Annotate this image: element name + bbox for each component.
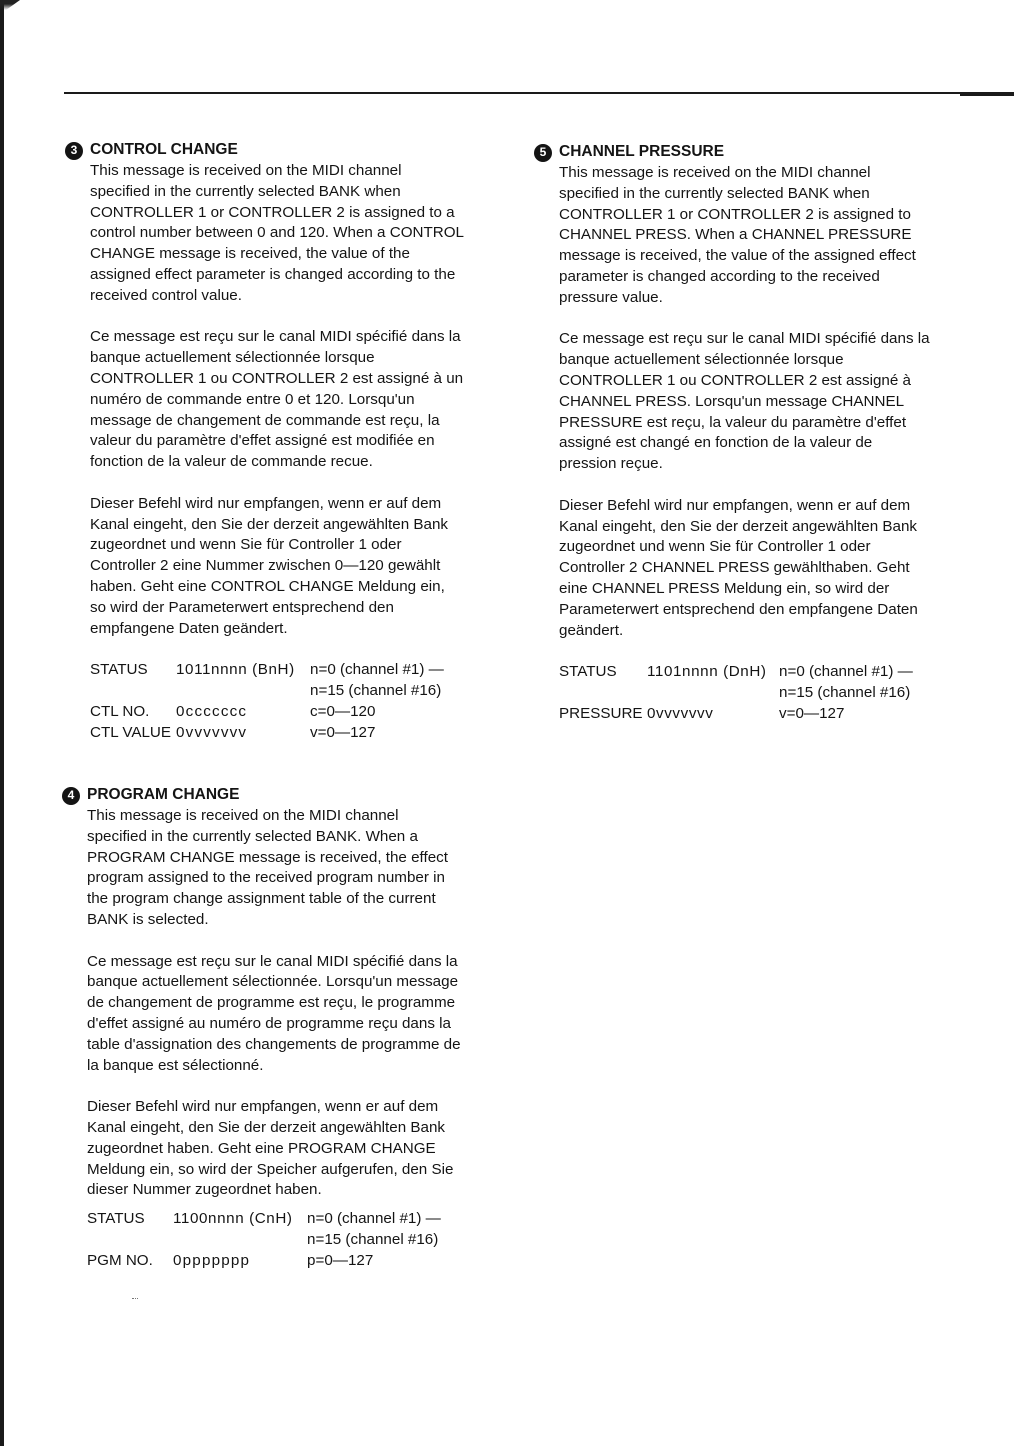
spec-row-status-cont — [90, 681, 510, 702]
section-title: PROGRAM CHANGE — [87, 786, 240, 804]
number-badge-icon: 4 — [62, 787, 80, 805]
page-edge-notch — [0, 0, 20, 10]
paragraph-english: This message is received on the MIDI channel specified in the currently selected BANK when CONTROLLER 1 or CONTROLLER 2 is assigned to a control number between 0 and 120. When a CONTROL CHANGE message is received, the value of the assigned effect parameter is changed according to the received control value. — [90, 162, 464, 304]
spec-label: STATUS — [87, 1210, 145, 1228]
section-heading — [65, 140, 510, 161]
spec-note: n=15 (channel #16) — [310, 681, 442, 699]
spec-label: STATUS — [559, 663, 617, 681]
spec-row-ctl-value — [90, 723, 510, 744]
spec-note: v=0—127 — [310, 723, 376, 741]
page-edge-left — [0, 0, 4, 1446]
spec-note: n=0 (channel #1) — — [310, 661, 444, 679]
spec-code: 0ccccccc — [176, 702, 248, 720]
spec-row-pressure — [559, 704, 979, 725]
paragraph-english: This message is received on the MIDI channel specified in the currently selected BANK when CONTROLLER 1 or CONTROLLER 2 is assigned to CHANNEL PRESS. When a CHANNEL PRESSURE message is received, the value of the assigned effect parameter is changed according to the received pressure value. — [559, 164, 916, 306]
spec-code: 1100nnnn (CnH) — [173, 1210, 293, 1228]
spec-note: n=15 (channel #16) — [307, 1230, 439, 1248]
section-channel-pressure — [539, 142, 979, 725]
header-rule-tail — [960, 93, 1014, 96]
spec-code: 0vvvvvvv — [647, 704, 714, 722]
spec-label: PRESSURE — [559, 704, 643, 722]
scan-speck — [132, 1298, 138, 1303]
paragraph-english: This message is received on the MIDI channel specified in the currently selected BANK. When a PROGRAM CHANGE message is received, the effect program assigned to the received program number in the program change assignment table of the current BANK is selected. — [87, 807, 448, 928]
section-title: CONTROL CHANGE — [90, 141, 238, 159]
message-spec-table — [87, 1209, 507, 1271]
spec-code: 1101nnnn (DnH) — [647, 663, 767, 681]
number-badge-icon: 5 — [534, 144, 552, 162]
spec-note: c=0—120 — [310, 702, 376, 720]
spec-code: 1011nnnn (BnH) — [176, 661, 295, 679]
spec-note: v=0—127 — [779, 704, 845, 722]
paragraph-french: Ce message est reçu sur le canal MIDI spécifié dans la banque actuellement sélectionnée. Lorsqu'un message de changement de programme est reçu, le programme d'effet assigné au numéro de programme reçu dans la table d'assignation des changements de programme de la banque est sélectionné. — [87, 952, 461, 1074]
spec-note: n=15 (channel #16) — [779, 683, 911, 701]
section-heading — [62, 785, 507, 806]
spec-row-status — [87, 1209, 507, 1230]
spec-label: CTL VALUE — [90, 723, 172, 741]
message-spec-table — [559, 662, 979, 724]
spec-code: 0ppppppp — [173, 1251, 251, 1269]
spec-note: n=0 (channel #1) — — [779, 663, 913, 681]
section-control-change — [70, 140, 510, 743]
spec-row-ctl-no — [90, 702, 510, 723]
paragraph-german: Dieser Befehl wird nur empfangen, wenn er auf dem Kanal eingeht, den Sie der derzeit angewählten Bank zugeordnet und wenn Sie für Controller 1 oder Controller 2 CHANNEL PRESS gewählthaben. Geht eine CHANNEL PRESS Meldung ein, so wird der Parameterwert entsprechend den empfangene Daten geändert. — [559, 496, 918, 639]
section-program-change — [67, 785, 507, 1272]
spec-row-pgm-no — [87, 1251, 507, 1272]
message-spec-table — [90, 660, 510, 743]
paragraph-french: Ce message est reçu sur le canal MIDI spécifié dans la banque actuellement sélectionnée lorsque CONTROLLER 1 ou CONTROLLER 2 est assigné à un numéro de commande entre 0 et 120. Lorsqu'un message de changement de commande est reçu, la valeur du paramètre d'effet assigné est modifiée en fonction de la valeur de commande recue. — [90, 328, 464, 471]
spec-note: p=0—127 — [307, 1251, 374, 1269]
spec-row-status-cont — [559, 683, 979, 704]
header-rule — [64, 92, 1014, 94]
spec-label: STATUS — [90, 661, 148, 679]
section-heading — [534, 142, 979, 163]
spec-code: 0vvvvvvv — [176, 723, 248, 741]
number-badge-icon: 3 — [65, 142, 83, 160]
spec-note: n=0 (channel #1) — — [307, 1210, 441, 1228]
spec-row-status — [90, 660, 510, 681]
spec-row-status — [559, 662, 979, 683]
spec-label: PGM NO. — [87, 1251, 153, 1269]
paragraph-german: Dieser Befehl wird nur empfangen, wenn er auf dem Kanal eingeht, den Sie der derzeit angewählten Bank zugeordnet haben. Geht eine PROGRAM CHANGE Meldung ein, so wird der Speicher aufgerufen, den Sie dieser Nummer zugeordnet haben. — [87, 1098, 454, 1199]
section-title: CHANNEL PRESSURE — [559, 143, 725, 161]
paragraph-german: Dieser Befehl wird nur empfangen, wenn er auf dem Kanal eingeht, den Sie der derzeit angewählten Bank zugeordnet und wenn Sie für Controller 1 oder Controller 2 eine Nummer zwischen 0—120 gewählt haben. Geht eine CONTROL CHANGE Meldung ein, so wird der Parameterwert entsprechend den empfangene Daten geändert. — [90, 494, 449, 637]
paragraph-french: Ce message est reçu sur le canal MIDI spécifié dans la banque actuellement sélectionnée lorsque CONTROLLER 1 ou CONTROLLER 2 est assigné à CHANNEL PRESS. Lorsqu'un message CHANNEL PRESSURE est reçu, la valeur du paramètre d'effet assigné est changé en fonction de la valeur de pression reçue. — [559, 330, 930, 473]
spec-label: CTL NO. — [90, 702, 150, 720]
spec-row-status-cont — [87, 1230, 507, 1251]
